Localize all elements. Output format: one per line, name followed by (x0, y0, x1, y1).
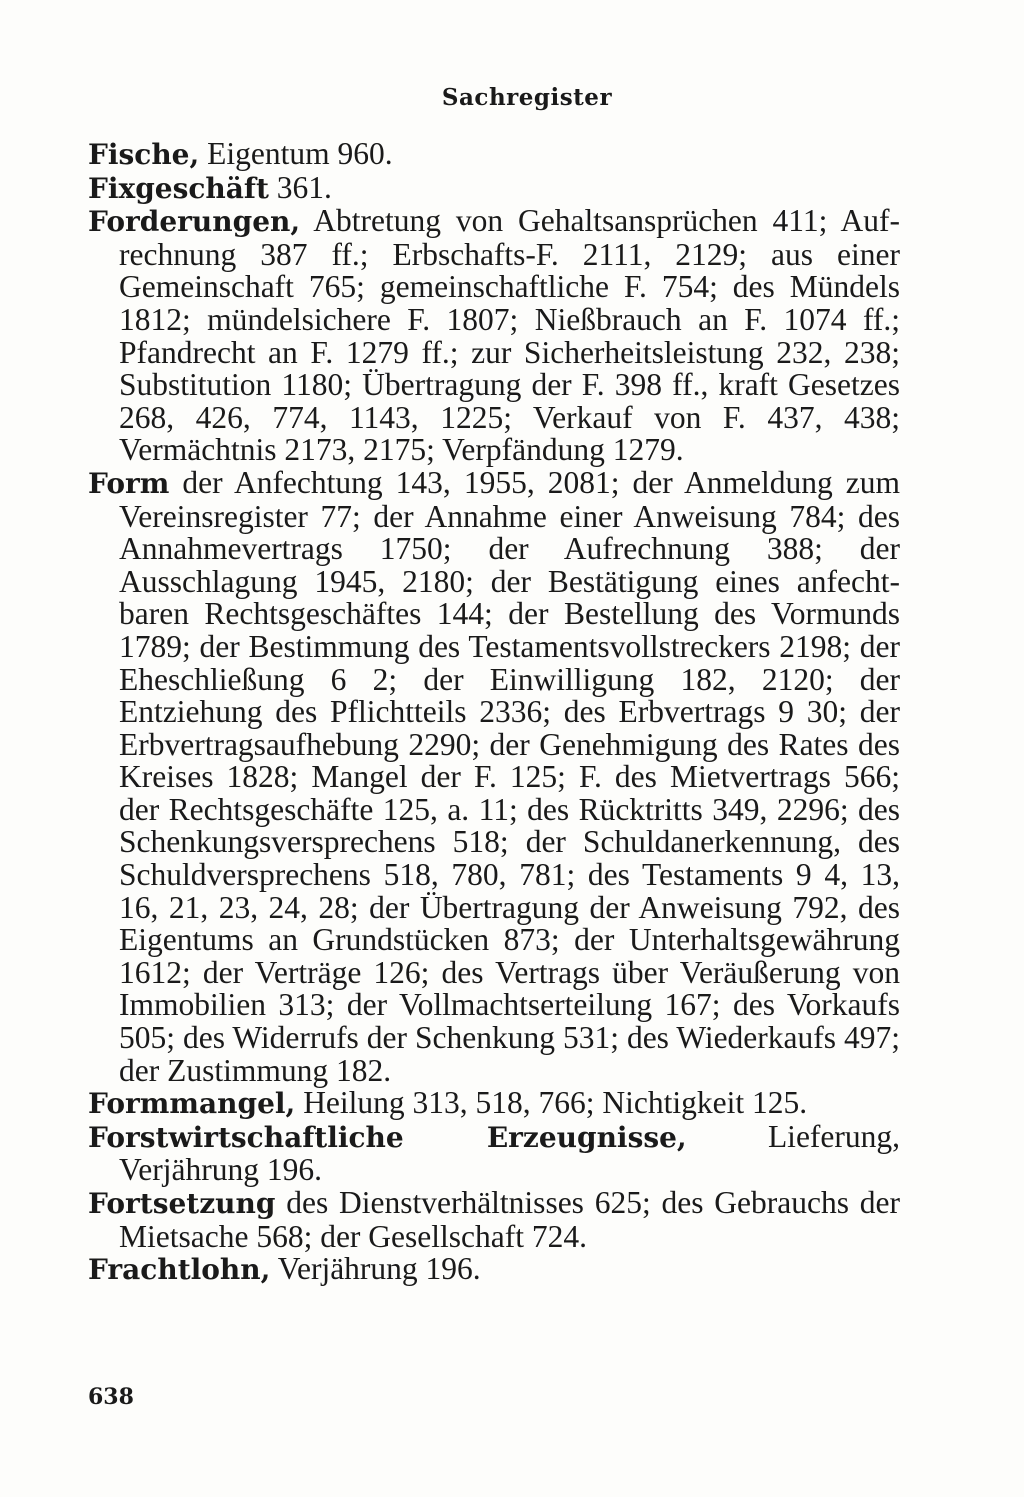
entry-lemma: Frachtlohn, (88, 1253, 271, 1287)
running-head: Sachregister (441, 84, 613, 111)
entry-text: 361. (268, 169, 332, 205)
entry-lemma: Formmangel, (88, 1087, 296, 1121)
index-entry (88, 1118, 901, 1188)
entry-lemma: Fixgeschäft (88, 171, 269, 205)
entry-lemma: Forstwirtschaftliche Erzeugnisse, (88, 1120, 687, 1154)
entry-text: der Anfechtung 143, 1955, 2081; der Anmeldung zum Vereinsregister 77; der Annahme einer Anweisung 784; des Annahmevertrags 1750; der Aufrechnung 388; der Ausschlagung 1945, 2180; der Bestätigung eines anfechtbaren Rechtsgeschäftes 144; der Bestellung des Vormunds 1789; der Bestimmung des Testamentsvollstreckers 2198; der Eheschließung 6 2; der Einwilligung 182, 2120; der Entziehung des Pflichtteils 2336; des Erbvertrags 9 30; der Erbvertragsaufhebung 2290; der Genehmigung des Rates des Kreises 1828; Mangel der F. 125; F. des Mietvertrags 566; der Rechtsgeschäfte 125, a. 11; des Rücktritts 349, 2296; des Schenkungsversprechens 518; der Schuldanerkennung, des Schuldversprechens 518, 780, 781; des Testaments 9 4, 13, 16, 21, 23, 24, 28; der Übertragung der Anweisung 792, des Eigentums an Grundstücken 873; der Unterhaltsgewährung 1612; der Verträge 126; des Vertrags über Veräußerung von Immobilien 313; der Vollmachtserteilung 167; des Vorkaufs 505; des Widerrufs der Schenkung 531; des Wiederkaufs 497; der Zustimmung 182. (119, 464, 900, 1088)
entry-text: Verjährung 196. (270, 1251, 481, 1287)
entry-text: des Dienstverhältnisses 625; des Gebrauchs der Mietsache 568; der Gesellschaft 724. (119, 1185, 900, 1254)
entry-lemma: Form (88, 466, 170, 500)
entry-text: Heilung 313, 518, 766; Nichtigkeit 125. (295, 1085, 808, 1121)
entry-lemma: Fische, (88, 138, 200, 171)
index-entry (88, 169, 900, 206)
index-entry (88, 205, 900, 467)
index-entry (88, 1087, 900, 1121)
entry-lemma: Forderungen, (88, 205, 301, 239)
index-entry (88, 1187, 900, 1253)
page-number: 638 (88, 1384, 134, 1410)
index-entry (88, 464, 900, 1088)
index-entries (88, 138, 900, 1287)
index-entry (88, 1253, 900, 1287)
index-entry (88, 138, 900, 172)
entry-text: Eigentum 960. (199, 136, 393, 171)
entry-text: Lieferung, Verjährung 196. (119, 1118, 901, 1188)
entry-lemma: Fortsetzung (88, 1187, 276, 1220)
entry-text: Abtretung von Gehaltsansprüchen 411; Aufrechnung 387 ff.; Erbschafts-F. 2111, 2129; aus einer Gemeinschaft 765; gemeinschaftliche F. 754; des Mündels 1812; mündelsichere F. 1807; Nießbrauch an F. 1074 ff.; Pfandrecht an F. 1279 ff.; zur Sicherheitsleistung 232, 238; Substitution 1180; Übertragung der F. 398 ff., kraft Gesetzes 268, 426, 774, 1143, 1225; Verkauf von F. 437, 438; Vermächtnis 2173, 2175; Verpfändung 1279. (119, 203, 900, 468)
